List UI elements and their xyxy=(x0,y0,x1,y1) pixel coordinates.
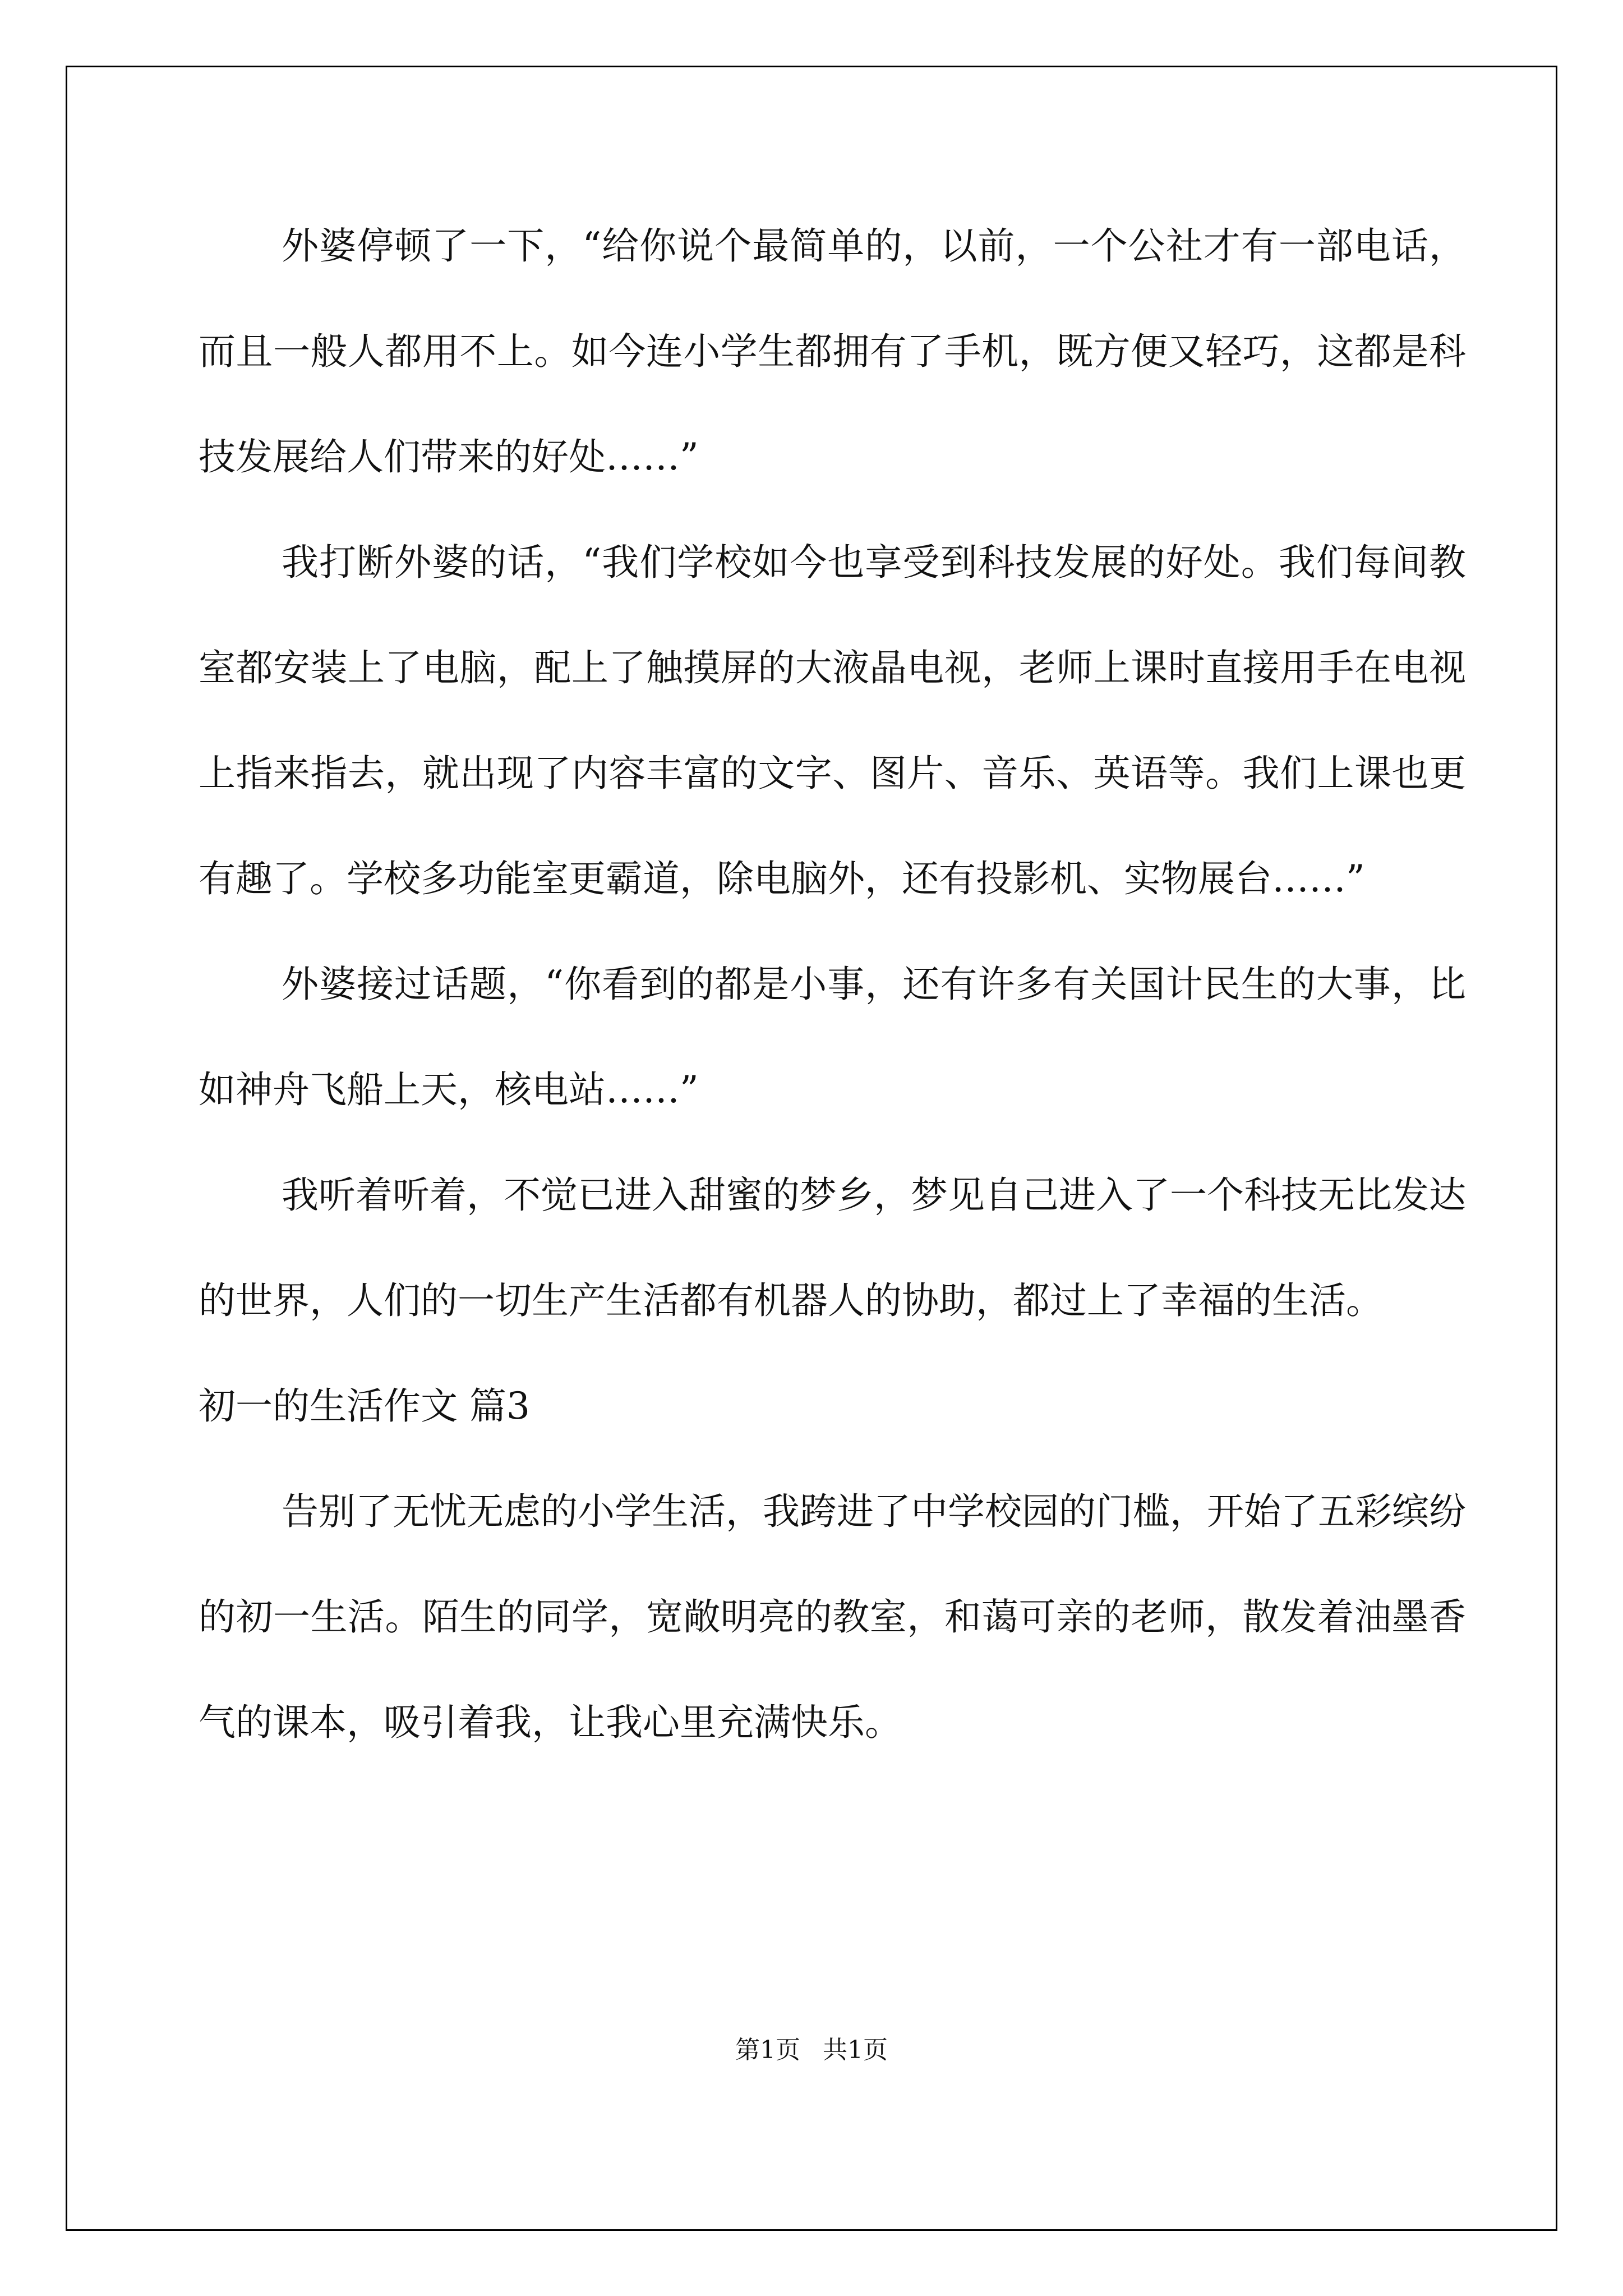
paragraph: 我打断外婆的话，“我们学校如今也享受到科技发展的好处。我们每间教室都安装上了电脑，配上了触摸屏的大液晶电视，老师上课时直接用手在电视上指来指去，就出现了内容丰富的文字、图片、音乐、英语等。我们上课也更有趣了。学校多功能室更霸道，除电脑外，还有投影机、实物展台……” xyxy=(199,541,1466,900)
document-body xyxy=(199,194,1466,1775)
section-heading: 初一的生活作文 篇3 xyxy=(199,1384,530,1428)
page-footer xyxy=(0,2030,1623,2065)
page-total: 共1页 xyxy=(823,2036,888,2064)
page-number: 第1页 xyxy=(735,2036,800,2064)
paragraph: 告别了无忧无虑的小学生活，我跨进了中学校园的门槛，开始了五彩缤纷的初一生活。陌生的同学，宽敞明亮的教室，和蔼可亲的老师，散发着油墨香气的课本，吸引着我，让我心里充满快乐。 xyxy=(199,1490,1466,1744)
paragraph: 外婆停顿了一下，“给你说个最简单的，以前，一个公社才有一部电话，而且一般人都用不上。如今连小学生都拥有了手机，既方便又轻巧，这都是科技发展给人们带来的好处……” xyxy=(199,224,1466,478)
paragraph: 我听着听着，不觉已进入甜蜜的梦乡，梦见自己进入了一个科技无比发达的世界，人们的一切生产生活都有机器人的协助，都过上了幸福的生活。 xyxy=(199,1174,1466,1322)
paragraph: 外婆接过话题，“你看到的都是小事，还有许多有关国计民生的大事，比如神舟飞船上天，核电站……” xyxy=(199,963,1466,1111)
